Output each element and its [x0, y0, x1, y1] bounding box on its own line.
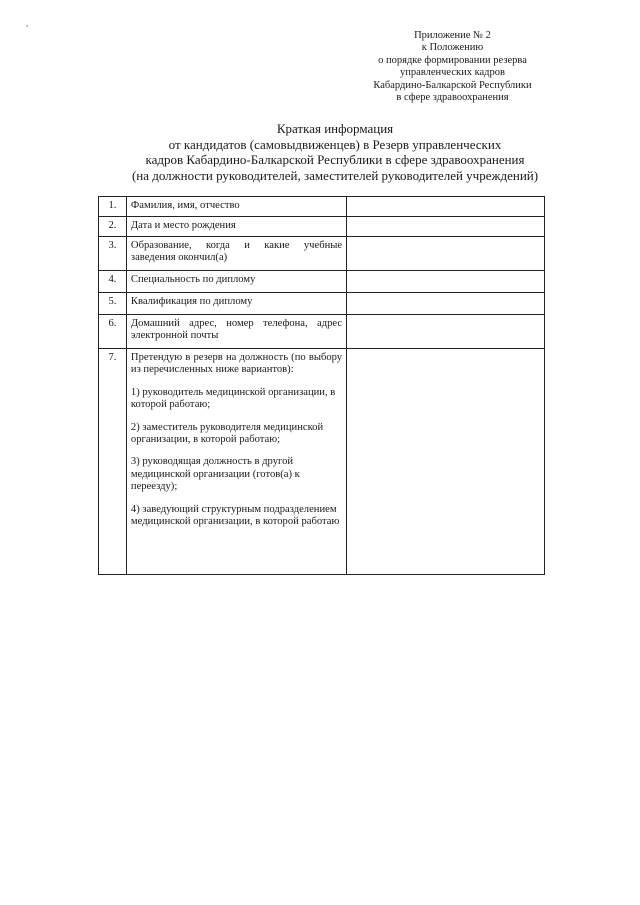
- position-question: Претендую в резерв на должность (по выбору из перечисленных ниже вариантов):: [130, 352, 343, 376]
- document-title: Краткая информация: [276, 121, 394, 136]
- row-number: 1.: [99, 197, 127, 217]
- table-row: [99, 349, 545, 575]
- row-number: 7.: [99, 349, 127, 575]
- row-number: 4.: [99, 271, 127, 293]
- document-heading: [60, 121, 610, 183]
- row-label: Дата и место рождения: [126, 217, 346, 237]
- row-label-position: [126, 349, 346, 575]
- table-row: [99, 237, 545, 271]
- candidate-info-table: [98, 196, 545, 575]
- table-row: [99, 315, 545, 349]
- appendix-line: управленческих кадров: [400, 67, 505, 79]
- table-row: [99, 217, 545, 237]
- row-label: Образование, когда и какие учебные заведения окончил(а): [126, 237, 346, 271]
- scan-marks: [26, 18, 62, 28]
- position-option: 4) заведующий структурным подразделением медицинской организации, в которой работаю: [130, 503, 340, 528]
- row-label: Фамилия, имя, отчество: [126, 197, 346, 217]
- row-number: 3.: [99, 237, 127, 271]
- table-row: [99, 293, 545, 315]
- value-field-contacts[interactable]: [347, 315, 545, 349]
- scan-mark: ,: [26, 18, 63, 28]
- appendix-reference: [330, 30, 575, 104]
- value-field-specialty[interactable]: [347, 271, 545, 293]
- value-field-birth[interactable]: [347, 217, 545, 237]
- value-field-position[interactable]: [347, 349, 545, 575]
- position-option: 2) заместитель руководителя медицинской организации, в которой работаю;: [130, 421, 324, 446]
- row-label: Квалификация по диплому: [126, 293, 346, 315]
- row-number: 5.: [99, 293, 127, 315]
- value-field-full-name[interactable]: [347, 197, 545, 217]
- row-label: Специальность по диплому: [126, 271, 346, 293]
- appendix-line: о порядке формировании резерва: [378, 54, 527, 66]
- row-number: 6.: [99, 315, 127, 349]
- value-field-qualification[interactable]: [347, 293, 545, 315]
- heading-line: от кандидатов (самовыдвиженцев) в Резерв управленческих: [168, 136, 502, 152]
- appendix-line: Кабардино-Балкарской Республики: [373, 79, 532, 91]
- table-row: [99, 197, 545, 217]
- value-field-education[interactable]: [347, 237, 545, 271]
- appendix-line: в сфере здравоохранения: [396, 92, 509, 104]
- heading-line: (на должности руководителей, заместителей руководителей учреждений): [131, 167, 539, 183]
- appendix-line: Приложение № 2: [414, 30, 491, 41]
- position-option: 1) руководитель медицинской организации, в которой работаю;: [130, 386, 336, 411]
- appendix-line: к Положению: [421, 42, 484, 54]
- heading-line: кадров Кабардино-Балкарской Республики в сфере здравоохранения: [145, 152, 525, 167]
- row-number: 2.: [99, 217, 127, 237]
- position-option: 3) руководящая должность в другой медицинской организации (готов(а) к переезду);: [130, 456, 300, 493]
- row-label: Домашний адрес, номер телефона, адрес электронной почты: [126, 315, 346, 349]
- table-row: [99, 271, 545, 293]
